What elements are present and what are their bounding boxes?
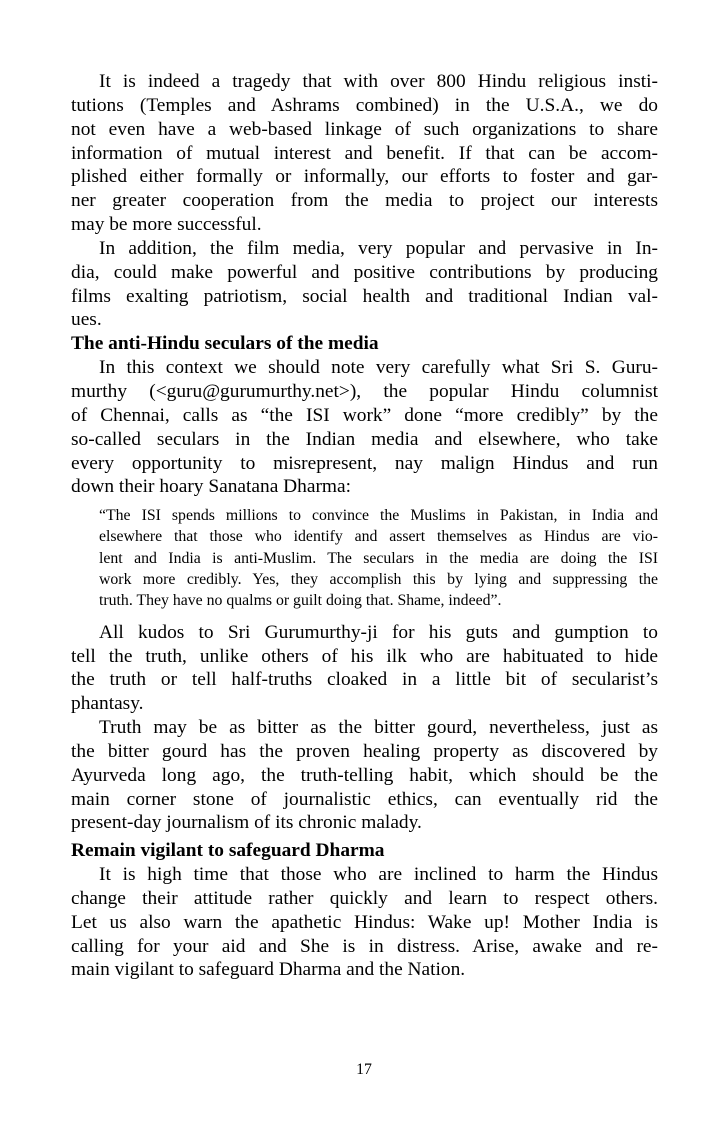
block-quote — [71, 505, 658, 611]
text-line: ner greater cooperation from the media to project our interests — [71, 190, 658, 212]
text-line: Ayurveda long ago, the truth-telling habit, which should be the — [71, 764, 658, 786]
text-line: calling for your aid and She is in distress. Arise, awake and re- — [71, 935, 658, 957]
text-line: It is high time that those who are inclined to harm the Hindus — [99, 864, 658, 886]
quote-line: “The ISI spends millions to convince the Muslims in Pakistan, in India and — [99, 507, 658, 525]
text-line: In addition, the film media, very popular and pervasive in In- — [99, 237, 658, 259]
text-line: down their hoary Sanatana Dharma: — [71, 476, 351, 498]
text-line: plished either formally or informally, our efforts to foster and gar- — [71, 166, 658, 188]
text-line: dia, could make powerful and positive contributions by producing — [71, 261, 658, 283]
text-line: tell the truth, unlike others of his ilk who are habituated to hide — [71, 645, 658, 667]
text-line: phantasy. — [71, 693, 144, 715]
text-line: tutions (Temples and Ashrams combined) in the U.S.A., we do — [71, 94, 658, 116]
text-line: main corner stone of journalistic ethics, can eventually rid the — [71, 788, 658, 810]
paragraph-4 — [71, 621, 658, 716]
text-line: Let us also warn the apathetic Hindus: Wake up! Mother India is — [71, 911, 658, 933]
text-line: main vigilant to safeguard Dharma and the Nation. — [71, 959, 466, 981]
text-line: murthy (<guru@gurumurthy.net>), the popular Hindu columnist — [71, 380, 658, 402]
text-line: It is indeed a tragedy that with over 800 Hindu religious insti- — [99, 71, 658, 92]
paragraph-3 — [71, 356, 658, 499]
quote-line: work more credibly. Yes, they accomplish this by lying and suppressing the — [99, 571, 658, 589]
text-line: In this context we should note very carefully what Sri S. Guru- — [99, 357, 658, 379]
text-line: Truth may be as bitter as the bitter gourd, nevertheless, just as — [99, 717, 658, 739]
text-line: so-called seculars in the Indian media and elsewhere, who take — [71, 428, 658, 450]
quote-line: elsewhere that those who identify and assert themselves as Hindus are vio- — [99, 528, 658, 546]
text-line: the bitter gourd has the proven healing property as discovered by — [71, 740, 658, 762]
paragraph-6 — [71, 863, 658, 982]
text-line: the truth or tell half-truths cloaked in a little bit of secularist’s — [71, 669, 658, 691]
quote-line: lent and India is anti-Muslim. The seculars in the media are doing the ISI — [99, 549, 658, 567]
text-line: present-day journalism of its chronic malady. — [71, 812, 422, 834]
text-line: films exalting patriotism, social health and traditional Indian val- — [71, 285, 658, 307]
quote-line: truth. They have no qualms or guilt doing that. Shame, indeed”. — [99, 592, 502, 610]
paragraph-5 — [71, 716, 658, 835]
text-line: information of mutual interest and benefit. If that can be accom- — [71, 142, 658, 164]
section-heading: Remain vigilant to safeguard Dharma — [71, 840, 385, 862]
text-line: every opportunity to misrepresent, nay malign Hindus and run — [71, 452, 658, 474]
text-line: change their attitude rather quickly and learn to respect others. — [71, 887, 658, 909]
paragraph-1 — [71, 70, 658, 237]
text-line: All kudos to Sri Gurumurthy-ji for his guts and gumption to — [99, 621, 658, 643]
text-line: ues. — [71, 309, 102, 331]
text-line: may be more successful. — [71, 214, 262, 236]
paragraph-2 — [71, 237, 658, 332]
page-number: 17 — [356, 1061, 372, 1078]
page-body — [71, 70, 658, 982]
text-line: not even have a web-based linkage of such organizations to share — [71, 118, 658, 140]
section-heading: The anti-Hindu seculars of the media — [71, 333, 379, 355]
text-line: of Chennai, calls as “the ISI work” done “more credibly” by the — [71, 404, 658, 426]
